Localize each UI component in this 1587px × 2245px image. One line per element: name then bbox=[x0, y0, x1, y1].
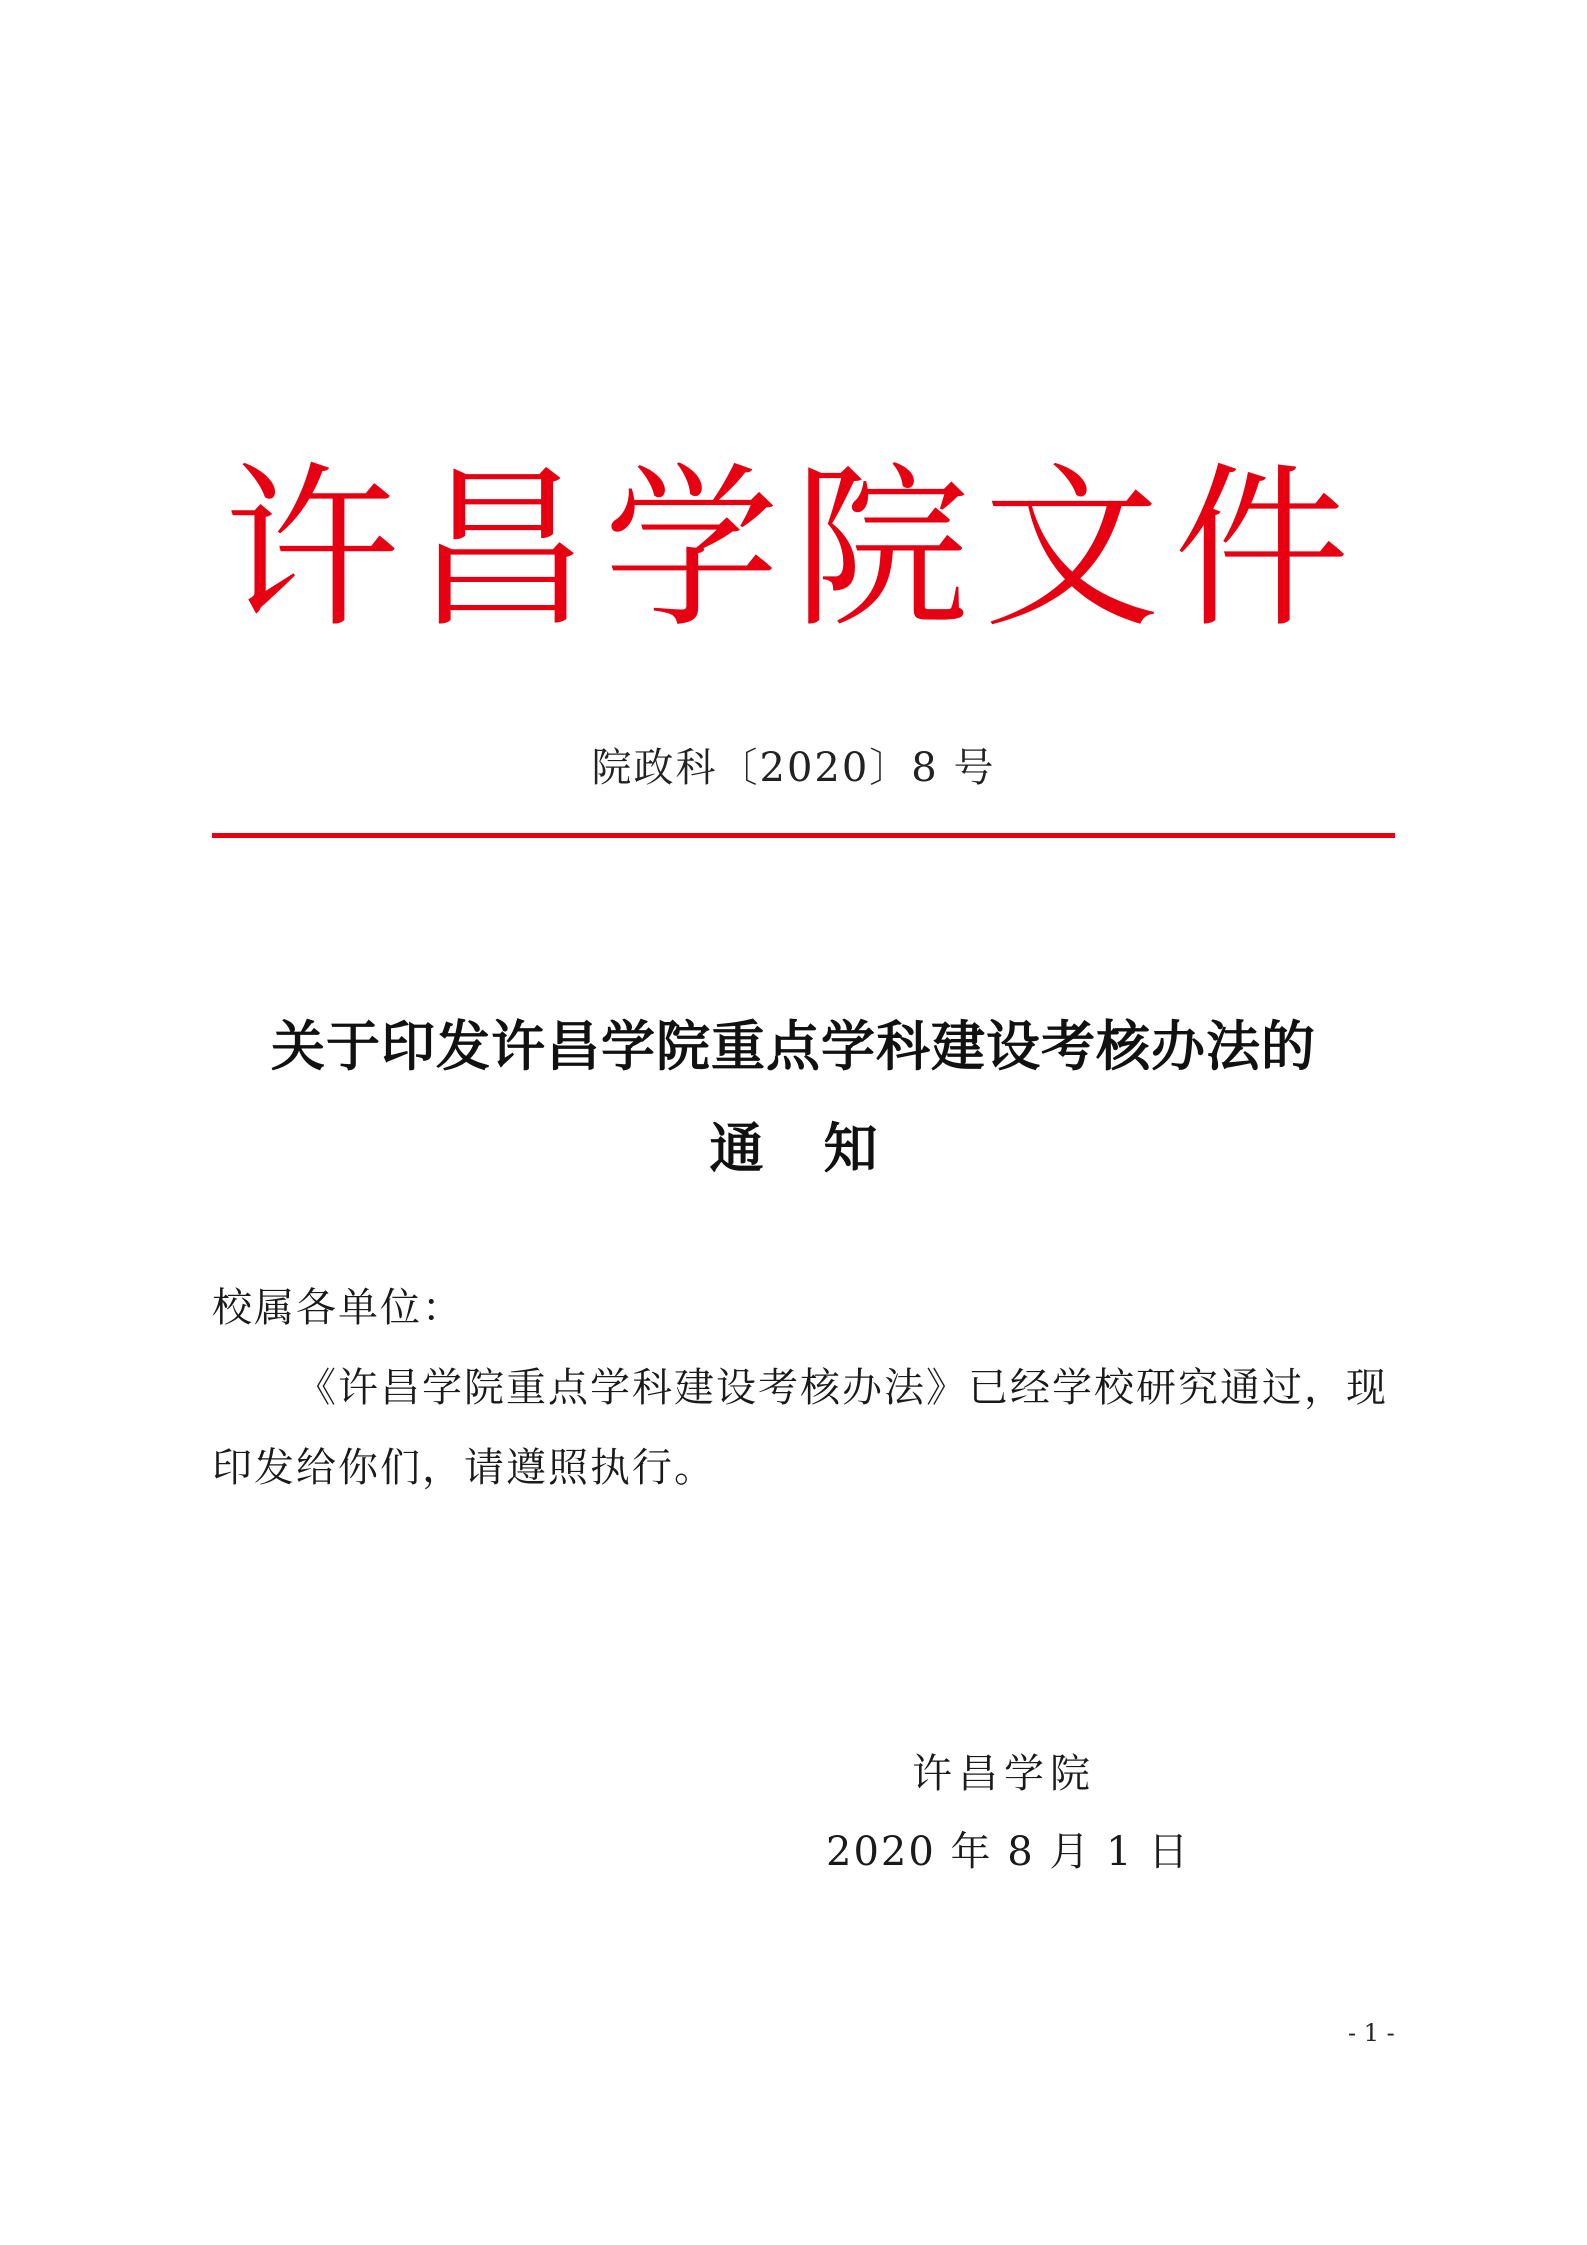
body-paragraph-line-1: 《许昌学院重点学科建设考核办法》已经学校研究通过，现 bbox=[296, 1365, 1388, 1411]
page-number: - 1 - bbox=[1348, 2019, 1395, 2047]
notice-title-line-2: 通知 bbox=[709, 1117, 938, 1180]
signature-date: 2020 年 8 月 1 日 bbox=[826, 1829, 1191, 1875]
body-paragraph-line-2: 印发给你们，请遵照执行。 bbox=[212, 1445, 716, 1491]
notice-title-line-1: 关于印发许昌学院重点学科建设考核办法的 bbox=[271, 1015, 1316, 1078]
red-divider-line bbox=[212, 833, 1395, 838]
salutation: 校属各单位： bbox=[212, 1285, 464, 1331]
document-number: 院政科〔2020〕8 号 bbox=[591, 745, 996, 791]
masthead-title: 许昌学院文件 bbox=[223, 447, 1364, 652]
signature-organization: 许昌学院 bbox=[912, 1751, 1096, 1797]
